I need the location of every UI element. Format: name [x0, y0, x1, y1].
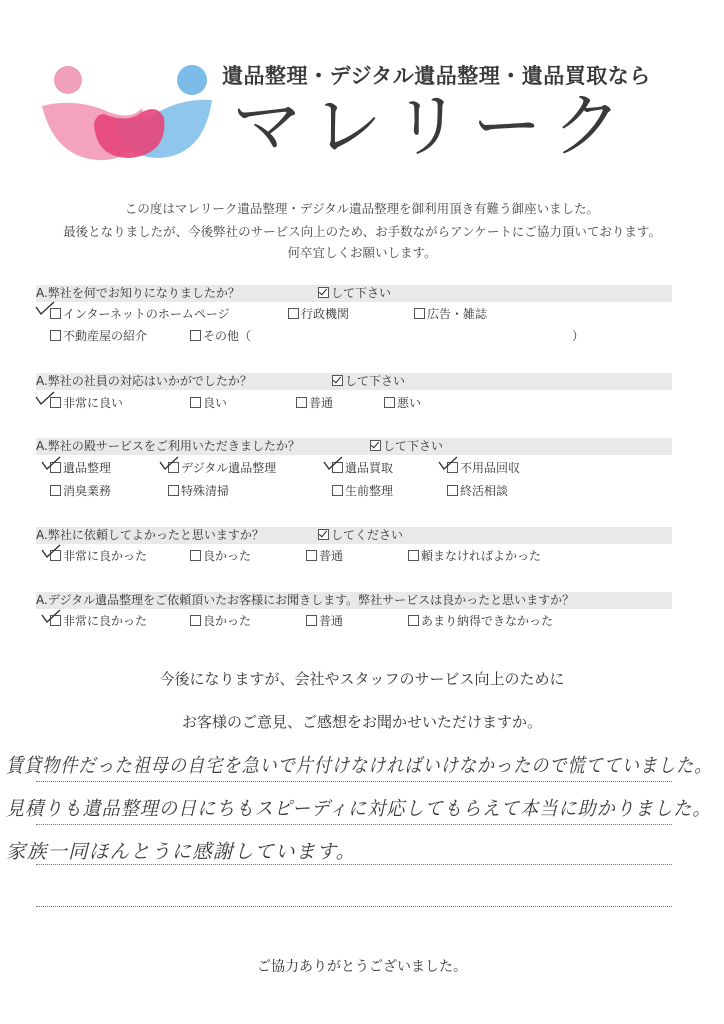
q5-option-normal[interactable]: 普通 — [306, 614, 343, 628]
q5-option-good[interactable]: 良かった — [190, 614, 251, 628]
marereeq-logo — [34, 58, 220, 166]
comment-line — [36, 906, 672, 907]
q4-question: A.弊社に依頼してよかったと思いますか？ — [36, 528, 264, 542]
checkbox-icon[interactable] — [408, 615, 419, 626]
q1-option-advertising[interactable]: 広告・雑誌 — [414, 307, 487, 321]
q1-question: A.弊社を何でお知りになりましたか？ — [36, 286, 240, 300]
checkbox-icon[interactable] — [288, 308, 299, 319]
intro-line-3: 何卒宜しくお願いします。 — [287, 245, 437, 260]
q1-other-close: ） — [572, 329, 585, 343]
q2-question: A.弊社の社員の対応はいかがでしたか？ — [36, 374, 252, 388]
q2-bar — [36, 373, 672, 390]
q4-option-good[interactable]: 良かった — [190, 549, 251, 563]
comment-prompt-line-1: 今後になりますが、会社やスタッフのサービス向上のために — [159, 670, 565, 688]
q3-option-fuyohin[interactable]: 不用品回収 — [447, 461, 520, 475]
q4-option-regret[interactable]: 頼まなければよかった — [408, 549, 541, 563]
checkbox-icon[interactable] — [296, 397, 307, 408]
q3-bar — [36, 438, 672, 455]
checkbox-icon[interactable] — [190, 397, 201, 408]
q2-instruction: して下さい — [332, 373, 405, 390]
checkbox-icon[interactable] — [332, 485, 343, 496]
handwritten-check-icon — [437, 455, 459, 471]
handwritten-comment-line-1: 賃貸物件だった祖母の自宅を急いで片付けなければいけなかったので慌てていました。 — [6, 754, 713, 777]
checkbox-icon[interactable] — [190, 615, 201, 626]
q4-instruction: してください — [318, 527, 403, 544]
q5-option-unsatisfied[interactable]: あまり納得できなかった — [408, 614, 553, 628]
q5-question: A.デジタル遺品整理をご依頼頂いたお客様にお聞きします。弊社サービスは良かったと思いますか？ — [36, 593, 575, 607]
q3-option-shukatsu[interactable]: 終活相談 — [447, 484, 508, 498]
checkbox-icon[interactable] — [384, 397, 395, 408]
handwritten-comment-line-2: 見積りも遺品整理の日にちもスピーディに対応してもらえて本当に助かりました。 — [6, 797, 712, 820]
q5-option-very-good[interactable]: 非常に良かった — [50, 614, 147, 628]
handwritten-check-icon — [34, 300, 56, 316]
q4-bar — [36, 527, 672, 544]
q1-option-other[interactable]: その他（ — [190, 329, 251, 343]
checkbox-icon — [318, 529, 329, 540]
q1-option-realestate[interactable]: 不動産屋の紹介 — [50, 329, 147, 343]
q3-option-deodorize[interactable]: 消臭業務 — [50, 484, 111, 498]
checkbox-icon[interactable] — [190, 330, 201, 341]
q3-instruction: して下さい — [370, 438, 443, 455]
handwritten-check-icon — [40, 543, 62, 559]
q4-option-normal[interactable]: 普通 — [306, 549, 343, 563]
q3-question: A.弊社の殿サービスをご利用いただきましたか？ — [36, 439, 300, 453]
q5-bar — [36, 592, 672, 609]
thanks-message: ご協力ありがとうございました。 — [257, 959, 467, 975]
checkbox-icon[interactable] — [50, 485, 61, 496]
comment-line — [36, 864, 672, 865]
q2-option-normal[interactable]: 普通 — [296, 396, 333, 410]
handwritten-comment-line-3: 家族一同ほんとうに感謝しています。 — [6, 840, 357, 863]
comment-prompt-line-2: お客様のご意見、ご感想をお聞かせいただけますか。 — [181, 713, 542, 731]
q1-option-internet[interactable]: インターネットのホームページ — [50, 307, 230, 321]
checkbox-icon[interactable] — [408, 550, 419, 561]
q2-option-very-good[interactable]: 非常に良い — [50, 396, 123, 410]
checkbox-icon[interactable] — [50, 330, 61, 341]
q4-option-very-good[interactable]: 非常に良かった — [50, 549, 147, 563]
checkbox-icon[interactable] — [414, 308, 425, 319]
q3-option-kaitori[interactable]: 遺品買取 — [332, 461, 393, 475]
q1-option-government[interactable]: 行政機関 — [288, 307, 349, 321]
checkbox-icon — [332, 375, 343, 386]
checkbox-icon — [370, 440, 381, 451]
handwritten-check-icon — [34, 390, 56, 406]
q3-option-special-cleaning[interactable]: 特殊清掃 — [168, 484, 229, 498]
tagline: 遺品整理・デジタル遺品整理・遺品買取なら — [222, 64, 651, 88]
q1-instruction: して下さい — [318, 285, 391, 302]
checkbox-icon[interactable] — [190, 550, 201, 561]
q3-option-ihin-seiri[interactable]: 遺品整理 — [50, 461, 111, 475]
comment-line — [36, 781, 672, 782]
checkbox-icon[interactable] — [168, 485, 179, 496]
q2-option-good[interactable]: 良い — [190, 396, 227, 410]
q2-option-bad[interactable]: 悪い — [384, 396, 421, 410]
checkbox-icon — [318, 287, 329, 298]
q1-bar — [36, 285, 672, 302]
handwritten-check-icon — [40, 455, 62, 471]
checkbox-icon[interactable] — [447, 485, 458, 496]
handwritten-check-icon — [322, 455, 344, 471]
brand-name: マレリーク — [232, 85, 632, 167]
checkbox-icon[interactable] — [306, 615, 317, 626]
intro-line-1: この度はマレリーク遺品整理・デジタル遺品整理を御利用頂き有難う御座いました。 — [124, 201, 600, 216]
handwritten-check-icon — [158, 455, 180, 471]
q3-option-digital[interactable]: デジタル遺品整理 — [168, 461, 276, 475]
intro-line-2: 最後となりましたが、今後弊社のサービス向上のため、お手数ながらアンケートにご協力頂いております。 — [63, 224, 661, 239]
checkbox-icon[interactable] — [306, 550, 317, 561]
q3-option-seizen[interactable]: 生前整理 — [332, 484, 393, 498]
handwritten-check-icon — [40, 608, 62, 624]
comment-line — [36, 824, 672, 825]
